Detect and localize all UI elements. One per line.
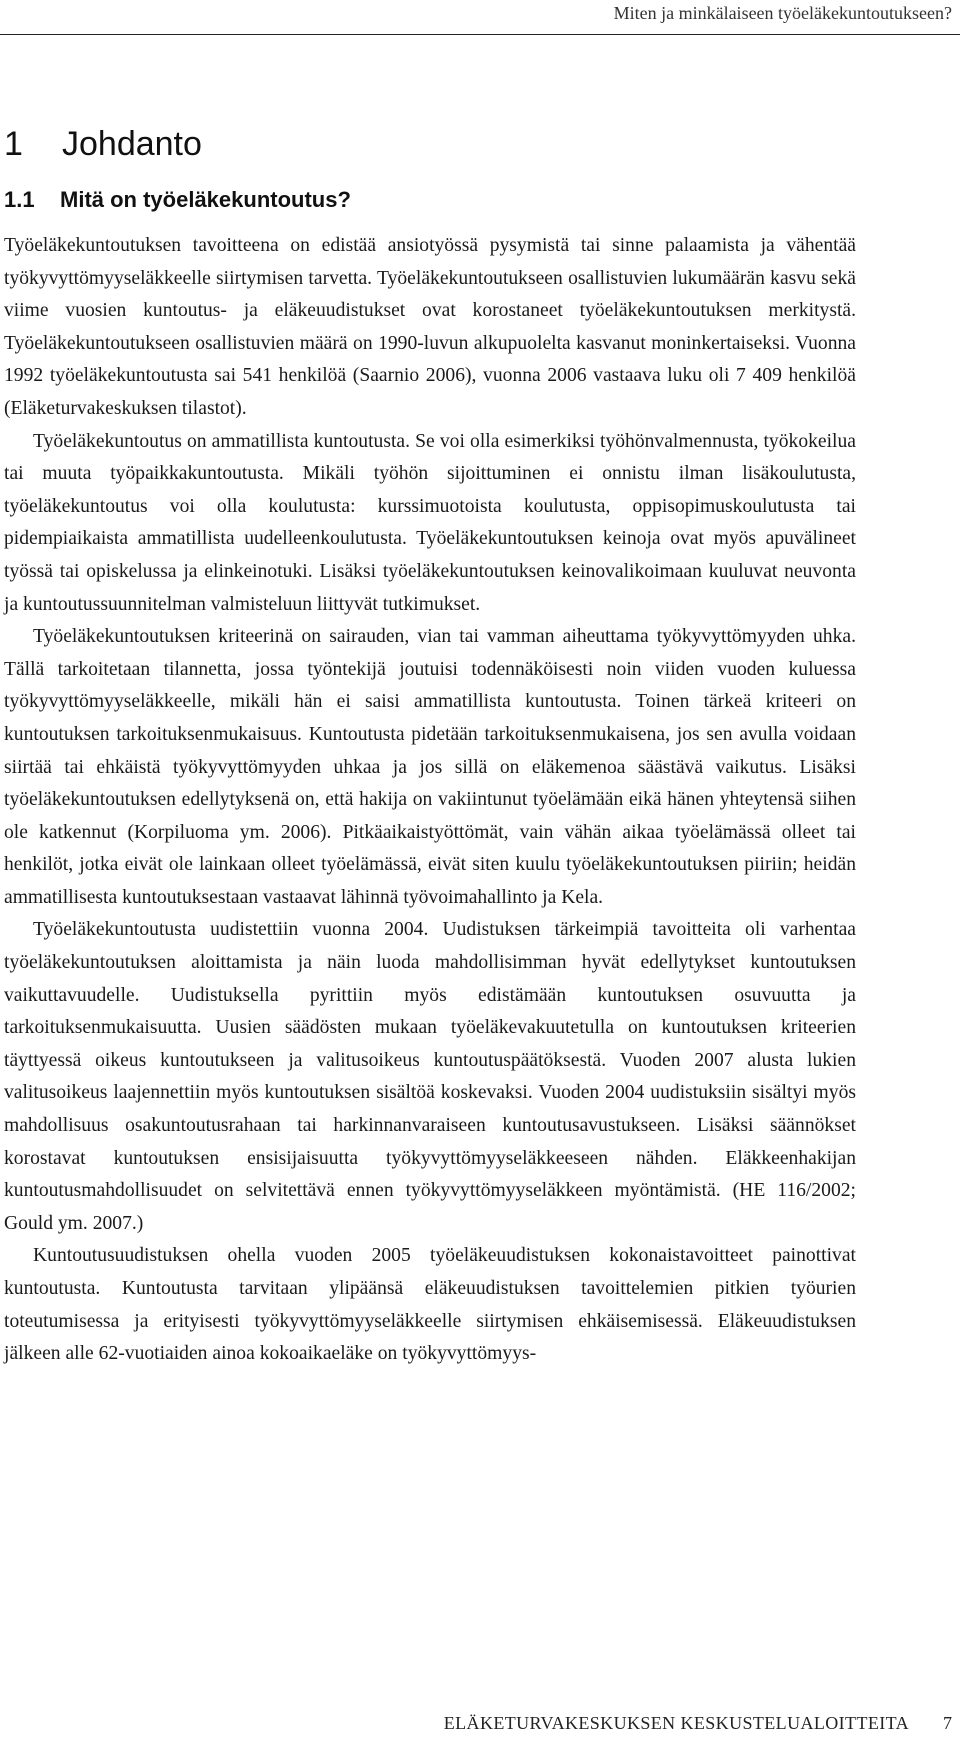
running-footer [0, 1712, 952, 1734]
paragraph-4: Työeläkekuntoutusta uudistettiin vuonna 2004. Uudistuksen tärkeimpiä tavoitteita oli varhentaa työeläkekuntoutuksen aloittamista ja näin luoda mahdollisimman hyvät edellytykset kuntoutuksen vaikuttavuudelle. Uudistuksella pyrittiin myös edistämään kuntoutuksen osuvuutta ja tarkoituksenmukaisuutta. Uusien säädösten mukaan työeläkevakuutetulla on kuntoutuksen kriteerien täyttyessä oikeus kuntoutukseen ja valitusoikeus kuntoutuspäätöksestä. Vuoden 2007 alusta lukien valitusoikeus laajennettiin myös kuntoutuksen sisältöä koskevaksi. Vuoden 2004 uudistuksiin sisältyi myös mahdollisuus osakuntoutusrahaan tai harkinnanvaraiseen kuntoutusavustukseen. Lisäksi säännökset korostavat kuntoutuksen ensisijaisuutta työkyvyttömyyseläkkeeseen nähden. Eläkkeenhakijan kuntoutusmahdollisuudet on selvitettävä ennen työkyvyttömyyseläkkeen myöntämistä. (HE 116/2002; Gould ym. 2007.) [4, 919, 856, 1234]
chapter-title: Johdanto [62, 125, 202, 163]
chapter-number: 1 [4, 125, 23, 163]
running-header: Miten ja minkälaiseen työeläkekuntoutukseen? [613, 3, 952, 23]
paragraph-2: Työeläkekuntoutus on ammatillista kuntoutusta. Se voi olla esimerkiksi työhönvalmennusta, työkokeilua tai muuta työpaikkakuntoutusta. Mikäli työhön sijoittuminen ei onnistu ilman lisäkoulutusta, työeläkekuntoutus voi olla koulutusta: kurssimuotoista koulutusta, oppisopimuskoulutusta tai pidempiaikaista ammatillista uudelleenkoulutusta. Työeläkekuntoutuksen keinoja ovat myös apuvälineet työssä tai opiskelussa ja elinkeinotuki. Lisäksi työeläkekuntoutuksen keinovalikoimaan kuuluvat neuvonta ja kuntoutussuunnitelman valmisteluun liittyvät tutkimukset. [4, 430, 856, 615]
publication-series: ELÄKETURVAKESKUKSEN KESKUSTELUALOITTEITA [443, 1713, 909, 1733]
section-heading [4, 186, 351, 214]
chapter-heading [4, 124, 202, 164]
section-number: 1.1 [4, 187, 35, 212]
page-number: 7 [943, 1713, 952, 1733]
paragraph-3: Työeläkekuntoutuksen kriteerinä on sairauden, vian tai vamman aiheuttama työkyvyttömyyden uhka. Tällä tarkoitetaan tilannetta, jossa työntekijä joutuisi todennäköisesti noin viiden vuoden kuluessa työkyvyttömyyseläkkeelle, mikäli hän ei saisi ammatillista kuntoutusta. Toinen tärkeä kriteeri on kuntoutuksen tarkoituksenmukaisuus. Kuntoutusta pidetään tarkoituksenmukaisena, jos sen avulla voidaan siirtää tai ehkäistä työkyvyttömyyden uhkaa ja jos sillä on eläkemenoa säästävä vaikutus. Lisäksi työeläkekuntoutuksen edellytyksenä on, että hakija on vakiintunut työelämään eikä hänen yhteytensä siihen ole katkennut (Korpiluoma ym. 2006). Pitkäaikaistyöttömät, vain vähän aikaa työelämässä olleet tai henkilöt, jotka eivät ole lainkaan olleet työelämässä, eivät siten kuulu työeläkekuntoutuksen piiriin; heidän ammatillisesta kuntoutuksestaan vastaavat lähinnä työvoimahallinto ja Kela. [4, 626, 856, 908]
header-rule [0, 34, 960, 35]
paragraph-1: Työeläkekuntoutuksen tavoitteena on edistää ansiotyössä pysymistä tai sinne palaamista ja vähentää työkyvyttömyyseläkkeelle siirtymisen tarvetta. Työeläkekuntoutukseen osallistuvien lukumäärän kasvu sekä viime vuosien kuntoutus- ja eläkeuudistukset ovat korostaneet työeläkekuntoutuksen merkitystä. Työeläkekuntoutukseen osallistuvien määrä on 1990-luvun alkupuolelta kasvanut moninkertaiseksi. Vuonna 1992 työeläkekuntoutusta sai 541 henkilöä (Saarnio 2006), vuonna 2006 vastaava luku oli 7 409 henkilöä (Eläketurvakeskuksen tilastot). [4, 235, 856, 419]
section-title: Mitä on työeläkekuntoutus? [60, 187, 351, 212]
body-text [4, 230, 856, 1371]
paragraph-5: Kuntoutusuudistuksen ohella vuoden 2005 työeläkeuudistuksen kokonaistavoitteet painottivat kuntoutusta. Kuntoutusta tarvitaan ylipäänsä eläkeuudistuksen tavoittelemien pitkien työurien toteutumisessa ja erityisesti työkyvyttömyyseläkkeelle siirtymisen ehkäisemisessä. Eläkeuudistuksen jälkeen alle 62-vuotiaiden ainoa kokoaikaeläke on työkyvyttömyys- [4, 1245, 856, 1365]
